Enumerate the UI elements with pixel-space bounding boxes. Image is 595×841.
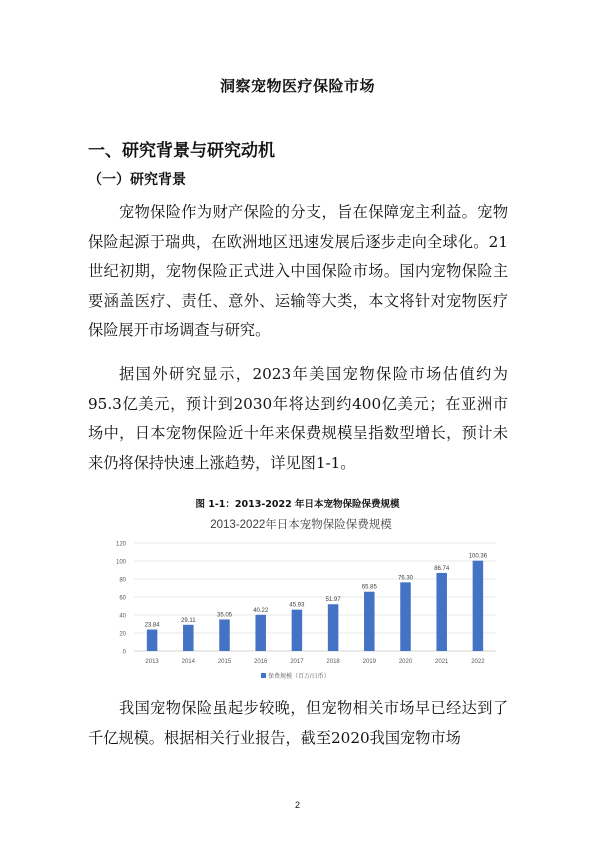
data-label: 40.22 bbox=[253, 607, 269, 614]
document-title: 洞察宠物医疗保险市场 bbox=[219, 77, 375, 95]
x-tick-label: 2018 bbox=[326, 659, 340, 665]
y-tick-label: 100 bbox=[115, 559, 126, 566]
bar bbox=[183, 625, 193, 651]
x-tick-label: 2019 bbox=[362, 659, 376, 665]
subsection-heading: （一）研究背景 bbox=[88, 172, 186, 188]
data-label: 100.36 bbox=[468, 553, 488, 560]
bar bbox=[219, 619, 229, 651]
data-label: 45.93 bbox=[289, 602, 305, 609]
page-number: 2 bbox=[294, 800, 300, 810]
y-tick-label: 80 bbox=[119, 577, 126, 584]
bar bbox=[436, 573, 446, 651]
y-tick-label: 20 bbox=[119, 631, 126, 638]
paragraph: 我国宠物保险虽起步较晚，但宠物相关市场早已经达到了千亿规模。根据相关行业报告，截至2020我国宠物市场 bbox=[88, 699, 508, 747]
legend-swatch bbox=[261, 673, 266, 678]
y-tick-label: 120 bbox=[115, 541, 126, 548]
x-tick-label: 2021 bbox=[435, 659, 449, 665]
section-heading: 一、研究背景与研究动机 bbox=[88, 141, 275, 161]
data-label: 35.05 bbox=[216, 612, 233, 619]
bar-chart bbox=[96, 511, 506, 687]
x-tick-label: 2016 bbox=[254, 659, 268, 665]
data-label: 76.30 bbox=[397, 575, 414, 582]
data-label: 86.74 bbox=[434, 565, 450, 572]
data-label: 65.85 bbox=[361, 584, 377, 591]
bar bbox=[147, 630, 157, 651]
data-label: 23.84 bbox=[144, 622, 160, 629]
x-tick-label: 2020 bbox=[398, 659, 413, 665]
bar bbox=[255, 615, 265, 651]
x-tick-label: 2015 bbox=[217, 659, 232, 665]
bar bbox=[400, 582, 410, 651]
paragraph: 宠物保险作为财产保险的分支，旨在保障宠主利益。宠物保险起源于瑞典，在欧洲地区迅速发展后逐步走向全球化。21世纪初期，宠物保险正式进入中国保险市场。国内宠物保险主要涵盖医疗、责任、意外、运输等大类，本文将针对宠物医疗保险展开市场调查与研究。 bbox=[88, 203, 508, 340]
bar bbox=[328, 604, 338, 651]
legend-label: 保费规模（百万/日币） bbox=[268, 674, 330, 680]
x-tick-label: 2022 bbox=[471, 659, 485, 665]
x-tick-label: 2017 bbox=[290, 659, 304, 665]
paragraph: 据国外研究显示，2023年美国宠物保险市场估值约为95.3亿美元，预计到2030年将达到约400亿美元；在亚洲市场中，日本宠物保险近十年来保费规模呈指数型增长，预计未来仍将保持快速上涨趋势，详见图1-1。 bbox=[88, 365, 508, 472]
chart-title: 2013-2022年日本宠物保险保费规模 bbox=[210, 519, 392, 531]
data-label: 51.97 bbox=[325, 597, 341, 604]
y-tick-label: 60 bbox=[119, 595, 126, 602]
bar bbox=[364, 592, 374, 651]
x-tick-label: 2014 bbox=[181, 659, 195, 665]
y-tick-label: 0 bbox=[122, 649, 126, 656]
bar bbox=[473, 561, 483, 651]
figure-caption: 图 1-1：2013-2022 年日本宠物保险保费规模 bbox=[195, 499, 400, 510]
data-label: 29.11 bbox=[181, 617, 196, 624]
y-tick-label: 40 bbox=[119, 613, 126, 620]
bar bbox=[292, 610, 302, 651]
x-tick-label: 2013 bbox=[145, 659, 159, 665]
